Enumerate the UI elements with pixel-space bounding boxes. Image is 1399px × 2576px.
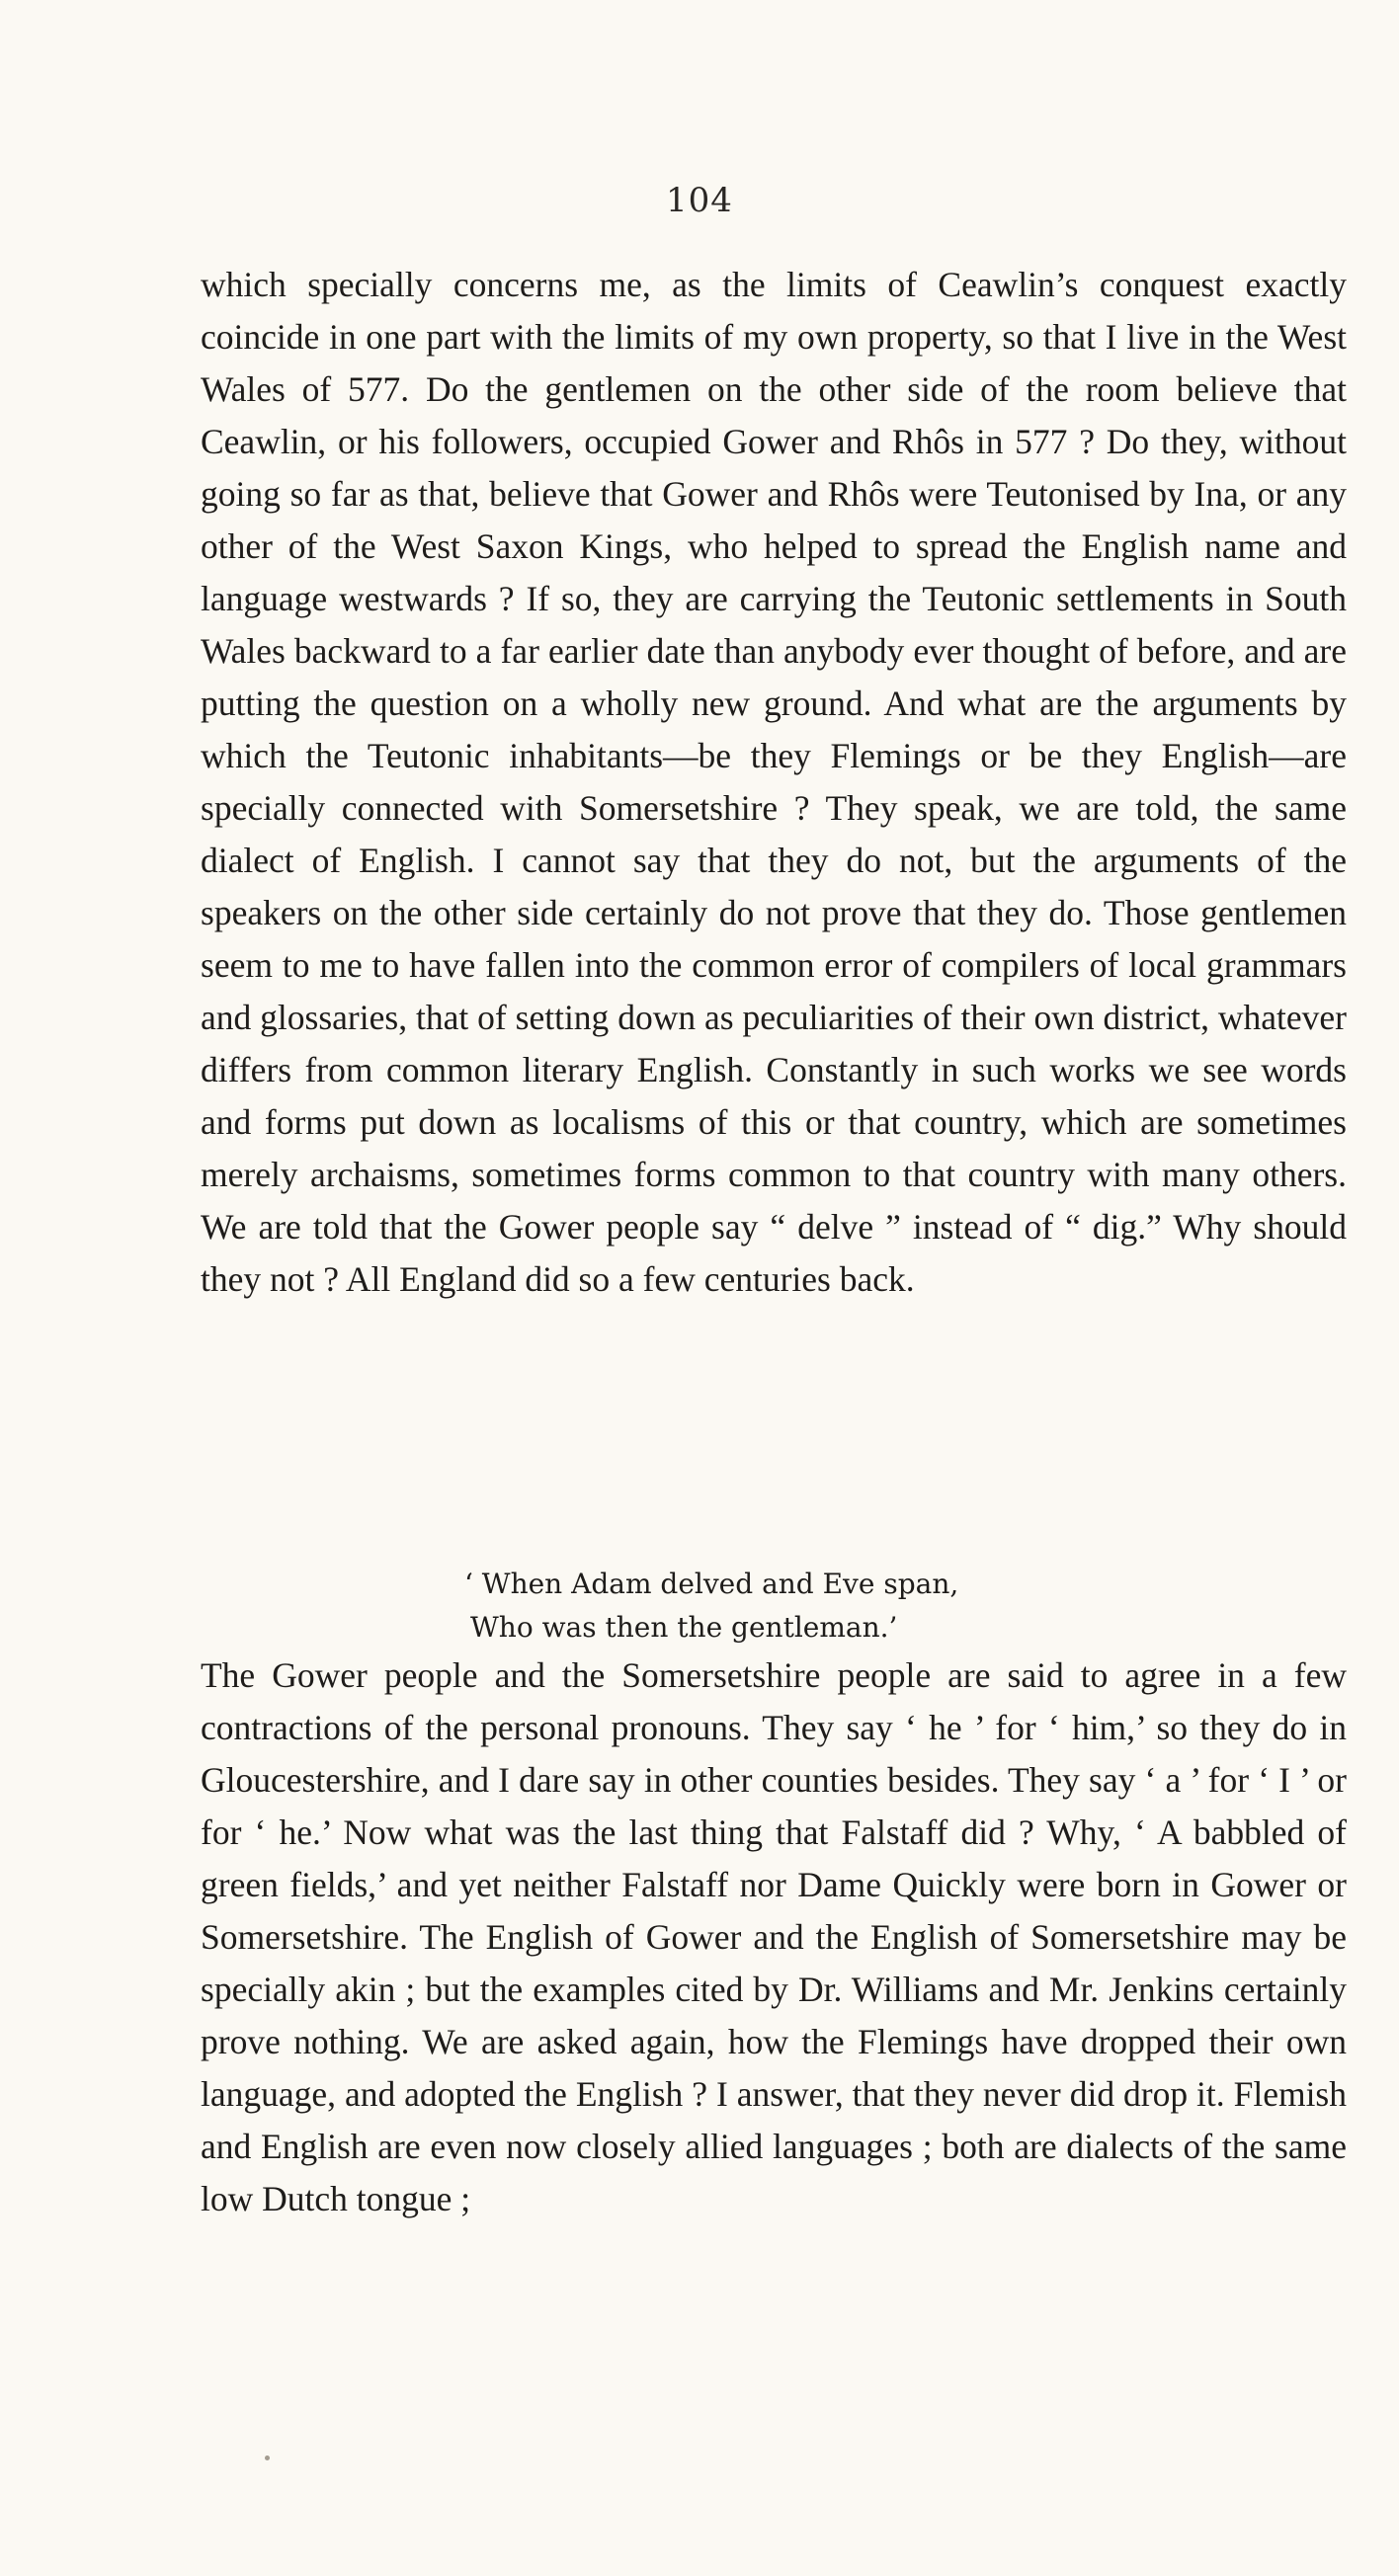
body-paragraph-2: [201, 1650, 1347, 2225]
body-paragraph-1: [201, 259, 1347, 1306]
verse-quotation: [464, 1563, 1176, 1650]
paper-speck: [265, 2455, 270, 2460]
paragraph-text: which specially concerns me, as the limits of Ceawlin’s conquest exactly coincide in one part with the limits of my own property, so that I live in the West Wales of 577. Do the gentlemen on the other side of the room believe that Ceawlin, or his followers, occupied Gower and Rhôs in 577 ? Do they, without going so far as that, believe that Gower and Rhôs were Teutonised by Ina, or any other of the West Saxon Kings, who helped to spread the English name and language westwards ? If so, they are carrying the Teutonic settlements in South Wales backward to a far earlier date than anybody ever thought of before, and are putting the question on a wholly new ground. And what are the arguments by which the Teutonic inhabitants—be they Flemings or be they English—are specially connected with Somersetshire ? They speak, we are told, the same dialect of English. I cannot say that they do not, but the arguments of the speakers on the other side certainly do not prove that they do. Those gentlemen seem to me to have fallen into the common error of compilers of local grammars and glossaries, that of setting down as peculiarities of their own district, whatever differs from common literary English. Constantly in such works we see words and forms put down as localisms of this or that country, which are sometimes merely archaisms, sometimes forms common to that country with many others. We are told that the Gower people say “ delve ” instead of “ dig.” Why should they not ? All England did so a few centuries back.: [201, 265, 1347, 1299]
verse-line: Who was then the gentleman.’: [470, 1611, 898, 1644]
paragraph-text: The Gower people and the Somersetshire people are said to agree in a few contractions of the personal pronouns. They say ‘ he ’ for ‘ him,’ so they do in Gloucestershire, and I dare say in other counties besides. They say ‘ a ’ for ‘ I ’ or for ‘ he.’ Now what was the last thing that Falstaff did ? Why, ‘ A babbled of green fields,’ and yet neither Falstaff nor Dame Quickly were born in Gower or Somersetshire. The English of Gower and the English of Somersetshire may be specially akin ; but the examples cited by Dr. Williams and Mr. Jenkins certainly prove nothing. We are asked again, how the Flemings have dropped their own language, and adopted the English ? I answer, that they never did drop it. Flemish and English are even now closely allied languages ; both are dialects of the same low Dutch tongue ;: [201, 1655, 1347, 2218]
verse-line: ‘ When Adam delved and Eve span,: [464, 1568, 959, 1600]
page-number: 104: [666, 181, 733, 220]
